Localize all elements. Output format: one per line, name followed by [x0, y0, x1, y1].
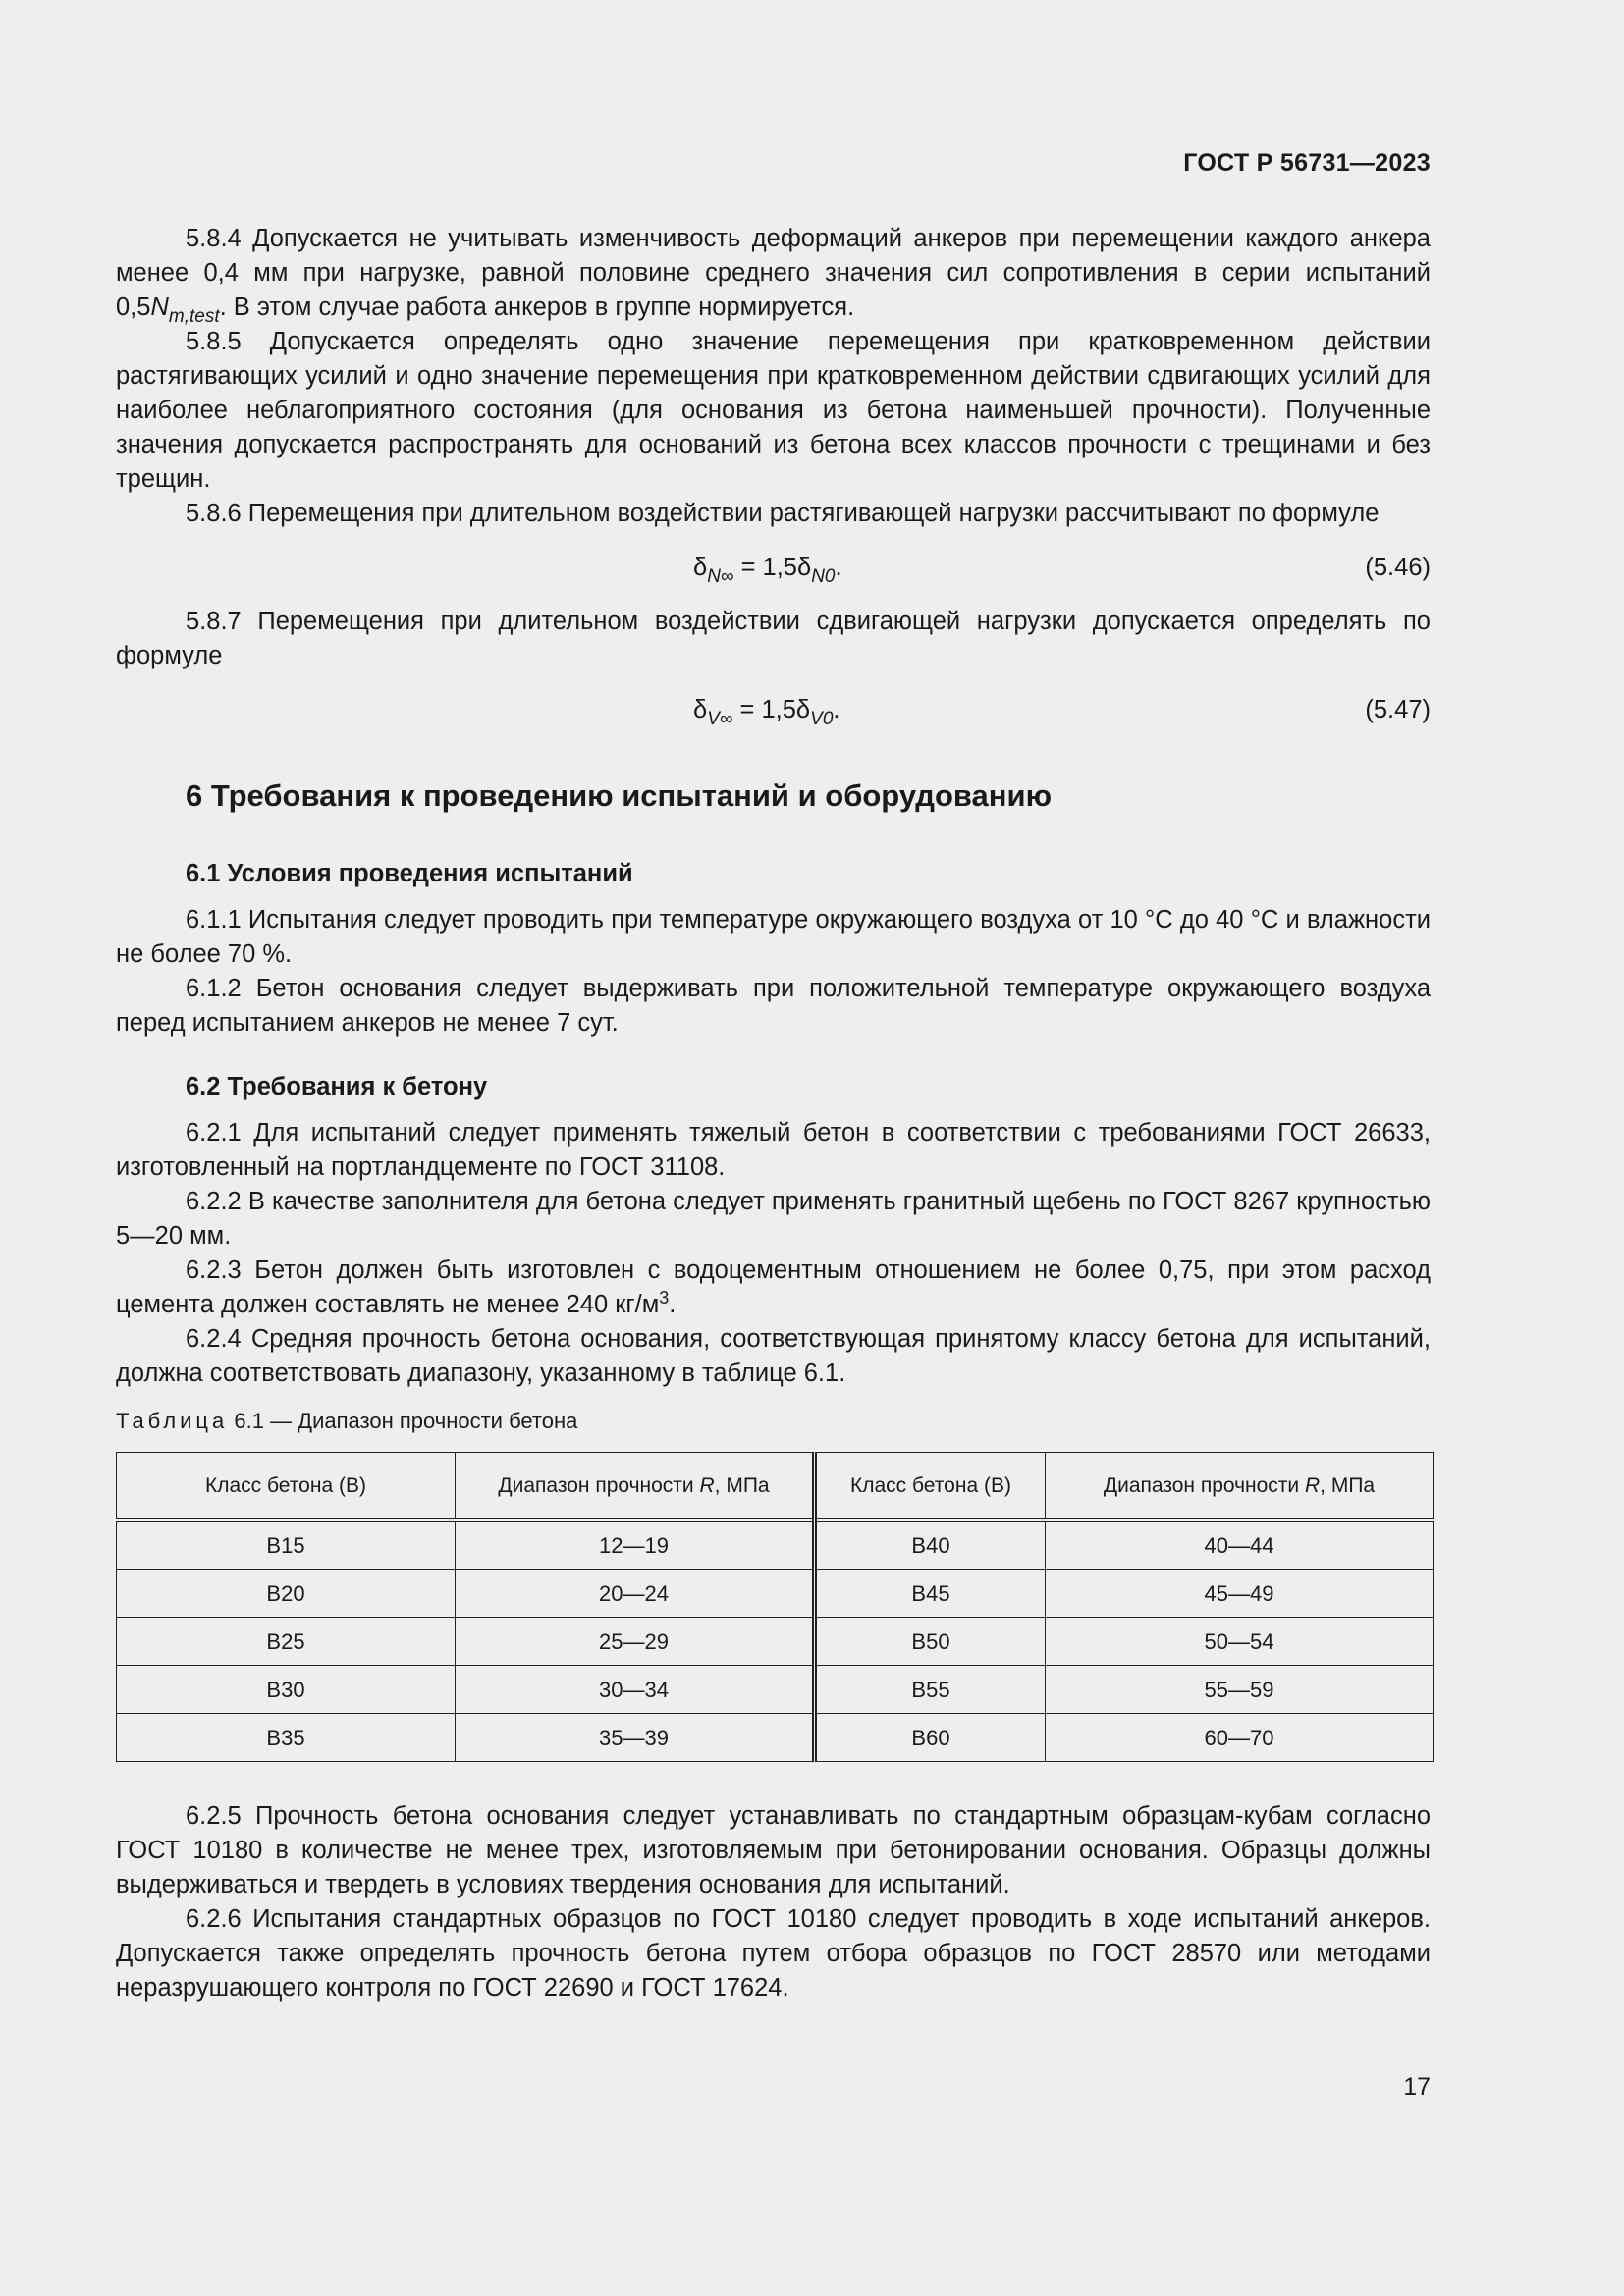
- paragraph-5-8-5: 5.8.5 Допускается определять одно значение перемещения при кратковременном действии растягивающих усилий и одно значение перемещения при кратковременном действии сдвигающих усилий для наиболее неблагоприятного состояния (для основания из бетона наименьшей прочности). Полученные значения допускается распространять для оснований из бетона всех классов прочности с трещинами и без трещин.: [116, 328, 1431, 493]
- paragraph-5-8-6: 5.8.6 Перемещения при длительном воздействии растягивающей нагрузки рассчитывают по формуле: [186, 500, 1380, 527]
- table-cell: В60: [815, 1714, 1046, 1762]
- formula-5-46: [116, 551, 1431, 585]
- paragraph-5-8-4: 5.8.4 Допускается не учитывать изменчивость деформаций анкеров при перемещении каждого анкера менее 0,4 мм при нагрузке, равной половине среднего значения сил сопротивления в серии испытаний $0,5N_{m,test}$. В этом случае работа анкеров в группе нормируется.: [116, 225, 1431, 327]
- paragraph-6-2-4: 6.2.4 Средняя прочность бетона основания, соответствующая принятому классу бетона для испытаний, должна соответствовать диапазону, указанному в таблице 6.1.: [116, 1325, 1431, 1387]
- paragraph-6-2-1: 6.2.1 Для испытаний следует применять тяжелый бетон в соответствии с требованиями ГОСТ 26633, изготовленный на портландцементе по ГОСТ 31108.: [116, 1119, 1431, 1181]
- column-header-class: Класс бетона (В): [117, 1453, 456, 1521]
- table-row: [117, 1520, 1434, 1570]
- formula-number: (5.47): [1365, 696, 1431, 723]
- table-row: [117, 1570, 1434, 1618]
- table-cell: 55—59: [1046, 1666, 1434, 1714]
- table-cell: 50—54: [1046, 1618, 1434, 1666]
- table-cell: В20: [117, 1570, 456, 1618]
- paragraph-6-2-3: 6.2.3 Бетон должен быть изготовлен с водоцементным отношением не более 0,75, при этом расход цемента должен составлять не менее 240 $кг/м^3$.: [116, 1256, 1431, 1318]
- subsection-6-1-heading: 6.1 Условия проведения испытаний: [186, 860, 633, 887]
- table-caption: Таблица 6.1 — Диапазон прочности бетона: [116, 1409, 578, 1433]
- table-row: [117, 1666, 1434, 1714]
- paragraph-6-1-2: 6.1.2 Бетон основания следует выдерживать при положительной температуре окружающего воздуха перед испытанием анкеров не менее 7 сут.: [116, 975, 1431, 1037]
- paragraph-6-2-6: 6.2.6 Испытания стандартных образцов по ГОСТ 10180 следует проводить в ходе испытаний анкеров. Допускается также определять прочность бетона путем отбора образцов по ГОСТ 28570 или методами неразрушающего контроля по ГОСТ 22690 и ГОСТ 17624.: [116, 1905, 1431, 2002]
- table-row: [117, 1714, 1434, 1762]
- page-content: [116, 222, 1431, 2005]
- formula-expression: $\delta_{N\infty} = 1,5\delta_{N0}$.: [693, 554, 842, 587]
- paragraph-6-1-1: 6.1.1 Испытания следует проводить при температуре окружающего воздуха от 10 °С до 40 °С и влажности не более 70 %.: [116, 906, 1431, 968]
- concrete-strength-table: [116, 1452, 1434, 1762]
- paragraph-6-2-5: 6.2.5 Прочность бетона основания следует устанавливать по стандартным образцам-кубам согласно ГОСТ 10180 в количестве не менее трех, изготовляемым при бетонировании основания. Образцы должны выдерживаться и твердеть в условиях твердения основания для испытаний.: [116, 1802, 1431, 1898]
- table-cell: 20—24: [456, 1570, 815, 1618]
- table-cell: 35—39: [456, 1714, 815, 1762]
- page-number: 17: [1403, 2073, 1431, 2101]
- table-cell: 40—44: [1046, 1520, 1434, 1570]
- column-header-range: Диапазон прочности R, МПа: [456, 1453, 815, 1521]
- table-cell: 60—70: [1046, 1714, 1434, 1762]
- formula-expression: $\delta_{V\infty} = 1,5\delta_{V0}$.: [693, 696, 840, 729]
- table-row: [117, 1618, 1434, 1666]
- document-header: ГОСТ Р 56731—2023: [1183, 149, 1431, 177]
- table-cell: 12—19: [456, 1520, 815, 1570]
- paragraph-6-2-2: 6.2.2 В качестве заполнителя для бетона следует применять гранитный щебень по ГОСТ 8267 крупностью 5—20 мм.: [116, 1188, 1431, 1250]
- paragraph-5-8-7: 5.8.7 Перемещения при длительном воздействии сдвигающей нагрузки допускается определять по формуле: [116, 608, 1431, 669]
- table-cell: В15: [117, 1520, 456, 1570]
- formula-5-47: [116, 693, 1431, 727]
- table-cell: 30—34: [456, 1666, 815, 1714]
- table-cell: 25—29: [456, 1618, 815, 1666]
- table-cell: 45—49: [1046, 1570, 1434, 1618]
- column-header-class: Класс бетона (В): [815, 1453, 1046, 1521]
- table-cell: В25: [117, 1618, 456, 1666]
- table-cell: В50: [815, 1618, 1046, 1666]
- table-header-row: [117, 1453, 1434, 1521]
- table-cell: В55: [815, 1666, 1046, 1714]
- section-6-heading: 6 Требования к проведению испытаний и оборудованию: [186, 778, 1053, 813]
- table-cell: В45: [815, 1570, 1046, 1618]
- table-cell: В40: [815, 1520, 1046, 1570]
- table-cell: В30: [117, 1666, 456, 1714]
- column-header-range: Диапазон прочности R, МПа: [1046, 1453, 1434, 1521]
- subsection-6-2-heading: 6.2 Требования к бетону: [186, 1073, 488, 1100]
- formula-number: (5.46): [1365, 554, 1431, 581]
- table-cell: В35: [117, 1714, 456, 1762]
